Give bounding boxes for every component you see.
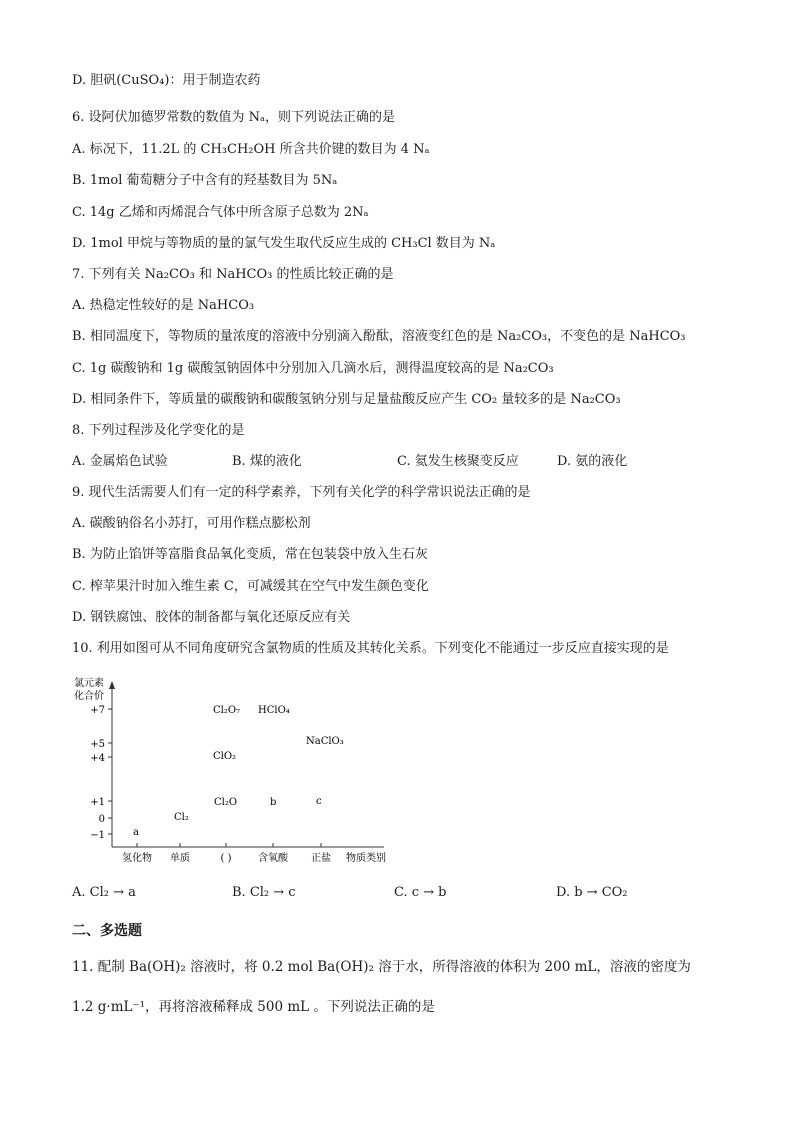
- question-11-stem-line2: 1.2 g·mL⁻¹，再将溶液稀释成 500 mL 。下列说法正确的是: [72, 999, 435, 1015]
- label-c: c: [316, 796, 322, 807]
- y-axis-title-line2: 化合价: [74, 691, 104, 702]
- q9-option-b: B. 为防止馅饼等富脂食品氧化变质，常在包装袋中放入生石灰: [72, 547, 428, 562]
- q10-option-d: D. b → CO₂: [556, 885, 628, 900]
- q5-option-d: D. 胆矾(CuSO₄)：用于制造农药: [72, 73, 261, 88]
- q10-option-a: A. Cl₂ → a: [72, 885, 136, 900]
- question-7-stem: 7. 下列有关 Na₂CO₃ 和 NaHCO₃ 的性质比较正确的是: [72, 267, 394, 282]
- q10-option-b: B. Cl₂ → c: [232, 885, 296, 900]
- x-tick-label: 氢化物: [122, 853, 152, 864]
- question-11-stem-line1: 11. 配制 Ba(OH)₂ 溶液时，将 0.2 mol Ba(OH)₂ 溶于水，所得溶液的体积为 200 mL，溶液的密度为: [72, 959, 691, 975]
- section-heading-multiple-choice: 二、多选题: [72, 923, 142, 939]
- q8-option-c: C. 氦发生核聚变反应: [397, 454, 519, 469]
- q6-option-c: C. 14g 乙烯和丙烯混合气体中所含原子总数为 2Nₐ: [72, 205, 369, 220]
- y-tick-label: −1: [90, 830, 105, 841]
- y-tick-label: +1: [90, 797, 105, 808]
- q8-option-d: D. 氨的液化: [557, 454, 628, 469]
- y-axis-title-line1: 氯元素: [74, 678, 104, 689]
- q6-option-d: D. 1mol 甲烷与等物质的量的氯气发生取代反应生成的 CH₃Cl 数目为 Nₐ: [72, 236, 496, 251]
- x-tick-label: ( ): [220, 853, 232, 864]
- q10-options: [72, 884, 722, 902]
- x-tick-label: 含氧酸: [258, 853, 288, 864]
- q6-option-a: A. 标况下，11.2L 的 CH₃CH₂OH 所含共价键的数目为 4 Nₐ: [72, 142, 430, 157]
- x-tick-label: 正盐: [311, 853, 331, 864]
- label-cl2o: Cl₂O: [214, 797, 238, 808]
- question-6-stem: 6. 设阿伏加德罗常数的数值为 Nₐ，则下列说法正确的是: [72, 110, 396, 125]
- label-cl2: Cl₂: [174, 812, 189, 823]
- q9-option-c: C. 榨苹果汁时加入维生素 C，可减缓其在空气中发生颜色变化: [72, 579, 429, 594]
- chlorine-valence-diagram: [72, 673, 402, 868]
- q7-option-b: B. 相同温度下，等物质的量浓度的溶液中分别滴入酚酞，溶液变红色的是 Na₂CO₃，不变色的是 NaHCO₃: [72, 329, 686, 344]
- q10-option-c: C. c → b: [394, 885, 447, 900]
- label-clo2: ClO₂: [213, 751, 237, 762]
- y-tick-label: +7: [90, 705, 105, 716]
- y-tick-label: +5: [90, 739, 105, 750]
- q7-option-a: A. 热稳定性较好的是 NaHCO₃: [72, 298, 255, 313]
- label-a: a: [133, 827, 139, 838]
- question-8-stem: 8. 下列过程涉及化学变化的是: [72, 423, 245, 438]
- q9-option-d: D. 钢铁腐蚀、胶体的制备都与氧化还原反应有关: [72, 610, 351, 625]
- q6-option-b: B. 1mol 葡萄糖分子中含有的羟基数目为 5Nₐ: [72, 173, 338, 188]
- y-tick-label: +4: [90, 753, 105, 764]
- y-tick-label: 0: [98, 814, 105, 825]
- x-tick-label: 单质: [170, 853, 190, 864]
- question-10-stem: 10. 利用如图可从不同角度研究含氯物质的性质及其转化关系。下列变化不能通过一步反应直接实现的是: [72, 641, 669, 656]
- q7-option-c: C. 1g 碳酸钠和 1g 碳酸氢钠固体中分别加入几滴水后，测得温度较高的是 Na₂CO₃: [72, 361, 554, 376]
- q9-option-a: A. 碳酸钠俗名小苏打，可用作糕点膨松剂: [72, 516, 311, 531]
- q8-option-b: B. 煤的液化: [232, 454, 302, 469]
- q7-option-d: D. 相同条件下，等质量的碳酸钠和碳酸氢钠分别与足量盐酸反应产生 CO₂ 量较多的是 Na₂CO₃: [72, 392, 621, 407]
- q8-options: [72, 453, 722, 471]
- label-cl2o7: Cl₂O₇: [213, 705, 241, 716]
- question-9-stem: 9. 现代生活需要人们有一定的科学素养，下列有关化学的科学常识说法正确的是: [72, 485, 531, 500]
- x-tick-label: 物质类别: [346, 853, 386, 864]
- label-b: b: [270, 797, 277, 808]
- y-axis-arrow-icon: [109, 681, 115, 689]
- label-hclo4: HClO₄: [258, 705, 290, 716]
- label-naclo3: NaClO₃: [306, 736, 344, 747]
- q8-option-a: A. 金属焰色试验: [72, 454, 168, 469]
